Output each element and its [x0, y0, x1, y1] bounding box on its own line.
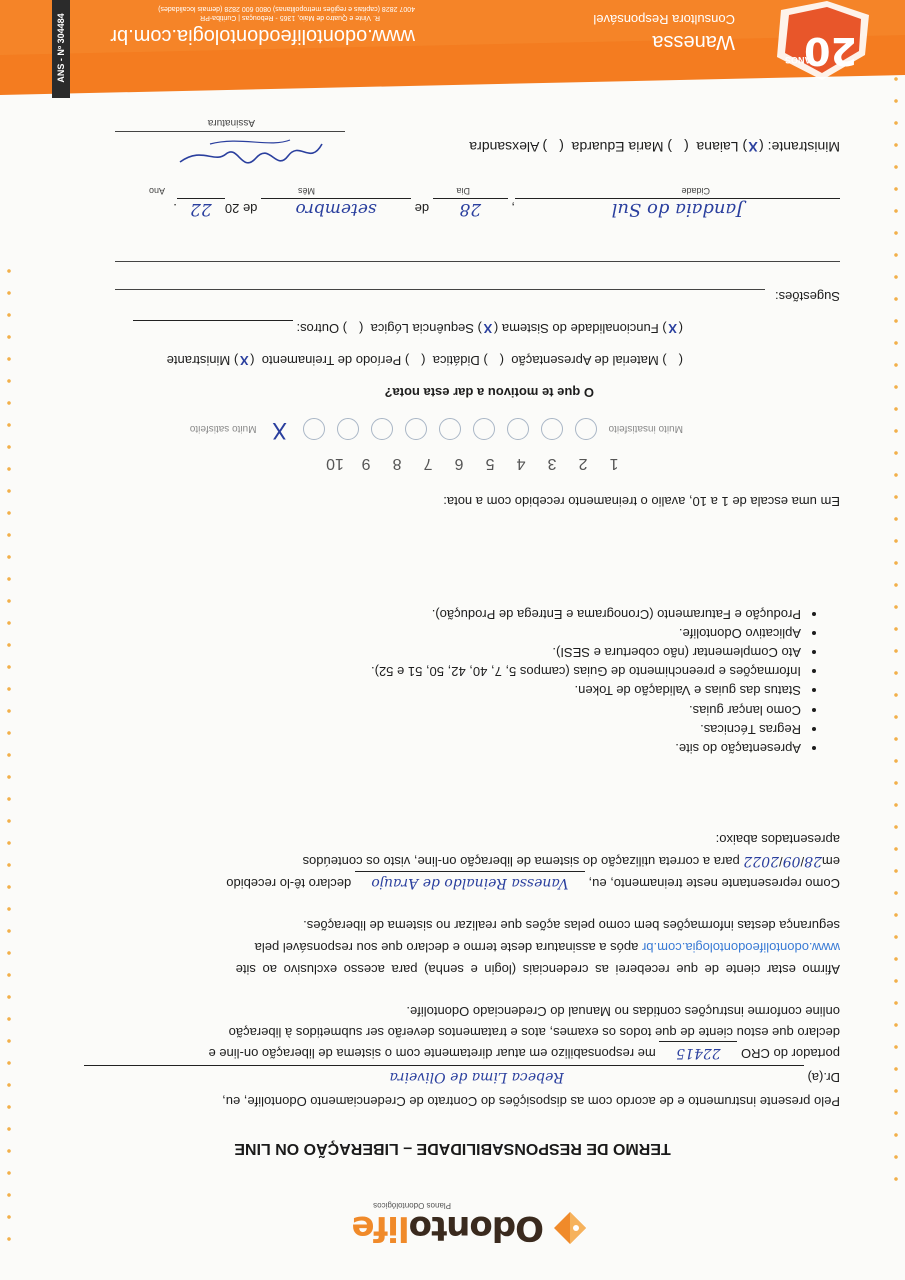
- footer-phones: 4007 2828 (capitais e regiões metropolitanas) 0800 600 2828 (demais localidades): [158, 5, 415, 12]
- rep-suffix: declaro tê-lo recebido: [226, 876, 352, 891]
- logo-word-odonto: Odonto: [409, 1208, 544, 1248]
- option-ministrante: Ministrante: [166, 353, 231, 368]
- scale-number: 1: [609, 455, 619, 472]
- dotted-border-right: [6, 260, 12, 1250]
- scale-low-label: Muito insatisfeito: [608, 423, 683, 435]
- rating-prompt: Em uma escala de 1 a 10, avalio o treinamento recebido com a nota:: [443, 494, 840, 509]
- instructor-alexsandra: Alexsandra: [469, 139, 540, 155]
- instructor-laiana: Laiana: [696, 139, 739, 155]
- tooth-logo-icon: [550, 1210, 590, 1246]
- rating-scale: [190, 418, 683, 440]
- option-material: Material de Apresentação: [511, 353, 659, 368]
- dr-name-field: [84, 1065, 804, 1088]
- checkbox-ministrante[interactable]: X: [239, 353, 249, 368]
- dr-name-handwritten: Rebeca Lima de Oliveira: [389, 1069, 564, 1085]
- cro-number: 22415: [676, 1045, 721, 1061]
- cro-suffix: me responsabilizo em atuar diretamente com o sistema de liberação on-line e: [208, 1046, 656, 1061]
- motivation-options-row1: () Material de Apresentação () Didática () Período de Treinamento (X) Ministrante: [166, 353, 683, 368]
- de-label: de: [414, 201, 430, 216]
- para1-line2: declaro que estou ciente de que todos os exames, atos e tratamentos deverão ser submetidos à liberação: [228, 1025, 840, 1040]
- scale-number: 6: [454, 455, 464, 472]
- year-field[interactable]: [177, 198, 225, 219]
- rating-option-8[interactable]: [337, 418, 359, 440]
- scale-number: 7: [423, 455, 433, 472]
- list-item: • Informações e preenchimento de Guias (campos 5, 7, 40, 42, 50, 51 e 52).: [371, 662, 801, 681]
- place-date-line: Jandaia do Sul, 28 de setembro de 2022.: [173, 198, 840, 220]
- scale-number: 4: [516, 455, 526, 472]
- list-item: • Regras Técnicas.: [371, 720, 801, 739]
- logo-tagline: Planos Odontológicos: [373, 1201, 451, 1210]
- rep-prefix: Como representante neste treinamento, eu,: [588, 876, 840, 891]
- city-label: Cidade: [681, 186, 710, 196]
- list-item: • Aplicativo Odontolife.: [371, 624, 801, 643]
- rep-line3: apresentados abaixo:: [715, 832, 840, 847]
- rating-option-4[interactable]: [473, 418, 495, 440]
- scale-number: 9: [361, 455, 371, 472]
- para2-line1: Afirmo estar ciente de que receberei as credenciais (login e senha) para acesso exclusivo ao site: [235, 962, 840, 977]
- para1-line3: online conforme instruções contidas no Manual do Credenciado Odontolife.: [406, 1004, 840, 1019]
- para2-line2: [50, 937, 840, 958]
- month-handwritten: setembro: [295, 199, 377, 219]
- year-prefix: de 20: [224, 201, 258, 216]
- option-funcionalidade: Funcionalidade do Sistema: [501, 321, 659, 336]
- consultant-role: Consultora Responsável: [593, 12, 735, 27]
- rep-line2: em28/09/2022 para a correta utilização do sistema de liberação on-line, visto os conteúdos: [302, 853, 840, 869]
- year-handwritten: 22: [190, 199, 212, 219]
- day-field[interactable]: [433, 198, 508, 219]
- option-outros: Outros:: [296, 321, 340, 336]
- list-item: • Status das guias e Validação de Token.: [371, 681, 801, 700]
- rep-line: [50, 871, 840, 894]
- rating-option-1[interactable]: [575, 418, 597, 440]
- motivation-heading: O que te motivou a dar esta nota?: [384, 385, 594, 400]
- consultant-name: Wanessa: [652, 31, 735, 53]
- instructor-maria-eduarda: Maria Eduarda: [571, 139, 664, 155]
- ans-registration-badge: [52, 0, 70, 98]
- scale-high-label: Muito satisfeito: [189, 423, 257, 435]
- badge-word: ANOS: [784, 55, 811, 65]
- city-field[interactable]: [515, 198, 840, 220]
- year-label: Ano: [148, 186, 165, 196]
- list-item: • Como lançar guias.: [371, 700, 801, 719]
- list-item: • Ato Complementar (não cobertura e SESI).: [371, 643, 801, 662]
- outros-field[interactable]: [133, 320, 293, 336]
- logo-word-life: life: [352, 1208, 410, 1248]
- scale-number: 8: [392, 455, 402, 472]
- para2-line2-text: após a assinatura deste termo e declaro que sou responsável pela: [254, 940, 639, 955]
- motivation-options-row2: (X) Funcionalidade do Sistema (X) Sequência Lógica () Outros:: [133, 320, 683, 336]
- month-label: Mês: [297, 186, 315, 196]
- dotted-border-left: [893, 40, 899, 1190]
- suggestions-line-1[interactable]: [115, 289, 765, 290]
- checkbox-laiana[interactable]: X: [748, 139, 758, 155]
- checkbox-funcionalidade[interactable]: X: [668, 321, 677, 336]
- page-title: TERMO DE RESPONSABILIDADE – LIBERAÇÃO ON LINE: [234, 1140, 671, 1157]
- signature-line[interactable]: [115, 131, 345, 132]
- footer-website[interactable]: www.odontolifeodontologia.com.br: [110, 25, 415, 47]
- cro-prefix: portador do CRO: [741, 1046, 840, 1061]
- cro-field: [659, 1041, 737, 1064]
- logo-wordmark: [352, 1208, 544, 1248]
- site-link[interactable]: www.odontolifeodontologia.com.br: [641, 940, 840, 955]
- em-month: 09: [782, 853, 801, 869]
- city-handwritten: Jandaia do Sul: [611, 199, 744, 220]
- rep-name-handwritten: Vanessa Reinaldo de Araujo: [371, 875, 569, 891]
- rep-name-field: [355, 871, 585, 894]
- cro-line: [50, 1041, 840, 1064]
- rating-option-10-selected[interactable]: X: [271, 417, 288, 442]
- suggestions-line-2[interactable]: [115, 261, 840, 262]
- footer-address: R. Vinte e Quatro de Maio, 1365 - Rebouças | Curitiba-PR: [200, 14, 380, 21]
- rep-line2-text: para a correta utilização do sistema de liberação on-line, visto os conteúdos: [302, 854, 740, 869]
- scale-number: 10: [326, 455, 344, 472]
- footer-banner: [0, 0, 905, 95]
- rating-option-7[interactable]: [371, 418, 393, 440]
- para2-line3: segurança destas informações bem como pelas ações que realizar no sistema de liberações.: [303, 918, 840, 933]
- day-label: Dia: [456, 186, 470, 196]
- suggestions-label: Sugestões:: [774, 289, 840, 304]
- dr-label: Dr.(a): [807, 1070, 840, 1085]
- odontolife-logo: [352, 1201, 590, 1248]
- month-field[interactable]: [261, 198, 411, 219]
- day-handwritten: 28: [459, 199, 482, 219]
- rating-option-2[interactable]: [541, 418, 563, 440]
- scale-number: 2: [578, 455, 588, 472]
- list-item: • Produção e Faturamento (Cronograma e Entrega de Produção).: [371, 604, 801, 623]
- option-periodo: Período de Treinamento: [261, 353, 402, 368]
- scale-number: 5: [485, 455, 495, 472]
- list-item: • Apresentação do site.: [371, 739, 801, 758]
- scale-number: 3: [547, 455, 557, 472]
- em-day: 28: [804, 853, 822, 869]
- signature-label: Assinatura: [207, 117, 255, 128]
- checkbox-sequencia[interactable]: X: [483, 321, 493, 336]
- rating-option-6[interactable]: [405, 418, 427, 440]
- badge-number: 20: [804, 29, 857, 73]
- em-year: 2022: [743, 853, 780, 869]
- rating-option-9[interactable]: [303, 418, 325, 440]
- instructor-line: Ministrante: (X) Laiana () Maria Eduarda () Alexsandra: [469, 139, 840, 155]
- dr-line: [50, 1065, 840, 1088]
- intro-text: Pelo presente instrumento e de acordo com as disposições do Contrato de Credenciamento Odontolife, eu,: [222, 1094, 840, 1109]
- instructor-label: Ministrante:: [767, 139, 840, 155]
- topics-list: [371, 604, 817, 758]
- rating-option-5[interactable]: [439, 418, 461, 440]
- rating-option-3[interactable]: [507, 418, 529, 440]
- option-sequencia: Sequência Lógica: [370, 321, 474, 336]
- ans-number: ANS - Nº 304484: [56, 13, 66, 83]
- em-label: em: [821, 854, 840, 869]
- signature-scribble: [170, 134, 330, 170]
- rating-scale-numbers: [324, 454, 625, 472]
- option-didatica: Didática: [432, 353, 480, 368]
